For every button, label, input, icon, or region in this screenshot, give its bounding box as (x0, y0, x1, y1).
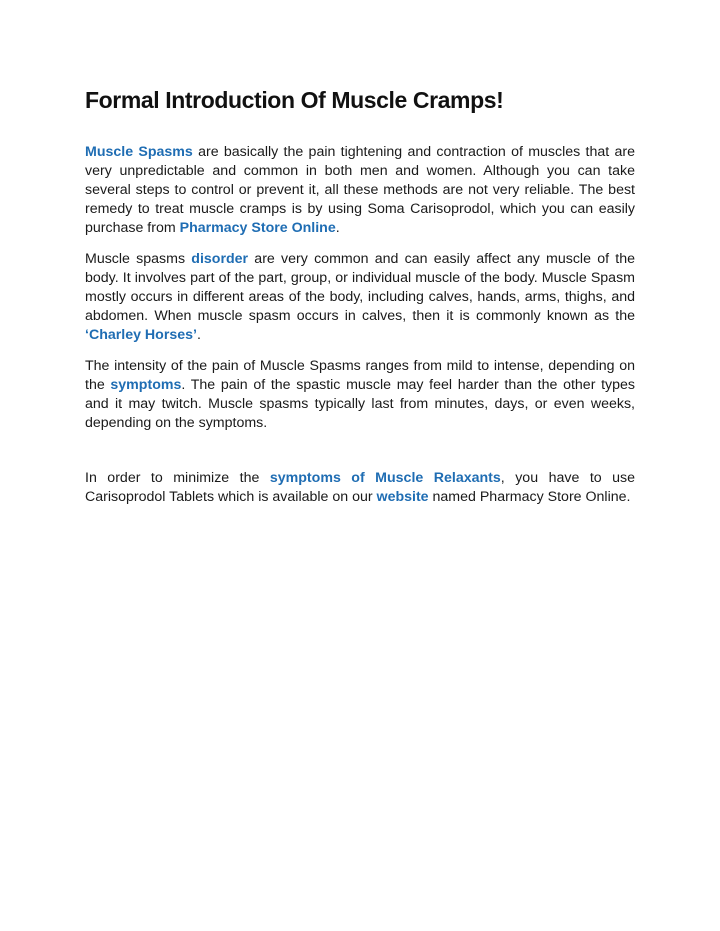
paragraph-text: . (196, 327, 201, 343)
paragraph-text: Muscle spasms (85, 251, 192, 267)
paragraph-text: . (335, 220, 340, 236)
document-page (85, 84, 635, 519)
symptoms-link[interactable]: symptoms (110, 377, 182, 393)
disorder-link[interactable]: disorder (191, 251, 249, 267)
symptoms-of-muscle-relaxants-link[interactable]: symptoms of Muscle Relaxants (269, 470, 501, 486)
paragraph-text: , you have to use Carisoprodol Tablets which is available on our (85, 470, 635, 505)
paragraph-text: In order to minimize the (85, 470, 270, 486)
paragraph-text: named Pharmacy Store Online. (428, 489, 631, 505)
paragraph-text: are basically the pain tightening and contraction of muscles that are very unpredictable and common in both men and women. Although you can take several steps to control or prevent it, all these methods are not very reliable. The best remedy to treat muscle cramps is by using Soma Carisoprodol, which you can easily purchase from (85, 144, 635, 236)
paragraph-muscle-spasms (85, 143, 635, 238)
paragraph-disorder (85, 250, 635, 345)
paragraph-text: . The pain of the spastic muscle may feel harder than the other types and it may twitch. Muscle spasms typically last from minutes, days, or even weeks, depending on the symptoms. (85, 377, 635, 431)
charley-horses-link[interactable]: ‘Charley Horses’ (85, 327, 197, 343)
page-title: Formal Introduction Of Muscle Cramps! (85, 87, 504, 113)
paragraph-minimize (85, 469, 635, 507)
pharmacy-store-online-link[interactable]: Pharmacy Store Online (179, 220, 336, 236)
paragraph-text: are very common and can easily affect any muscle of the body. It involves part of the part, group, or individual muscle of the body. Muscle Spasm mostly occurs in different areas of the body, including calves, hands, arms, thighs, and abdomen. When muscle spasm occurs in calves, then it is commonly known as the (85, 251, 635, 324)
paragraph-text: The intensity of the pain of Muscle Spasms ranges from mild to intense, depending on the (85, 358, 635, 393)
paragraph-intensity (85, 357, 635, 433)
muscle-spasms-link[interactable]: Muscle Spasms (85, 144, 193, 160)
website-link[interactable]: website (376, 489, 429, 505)
